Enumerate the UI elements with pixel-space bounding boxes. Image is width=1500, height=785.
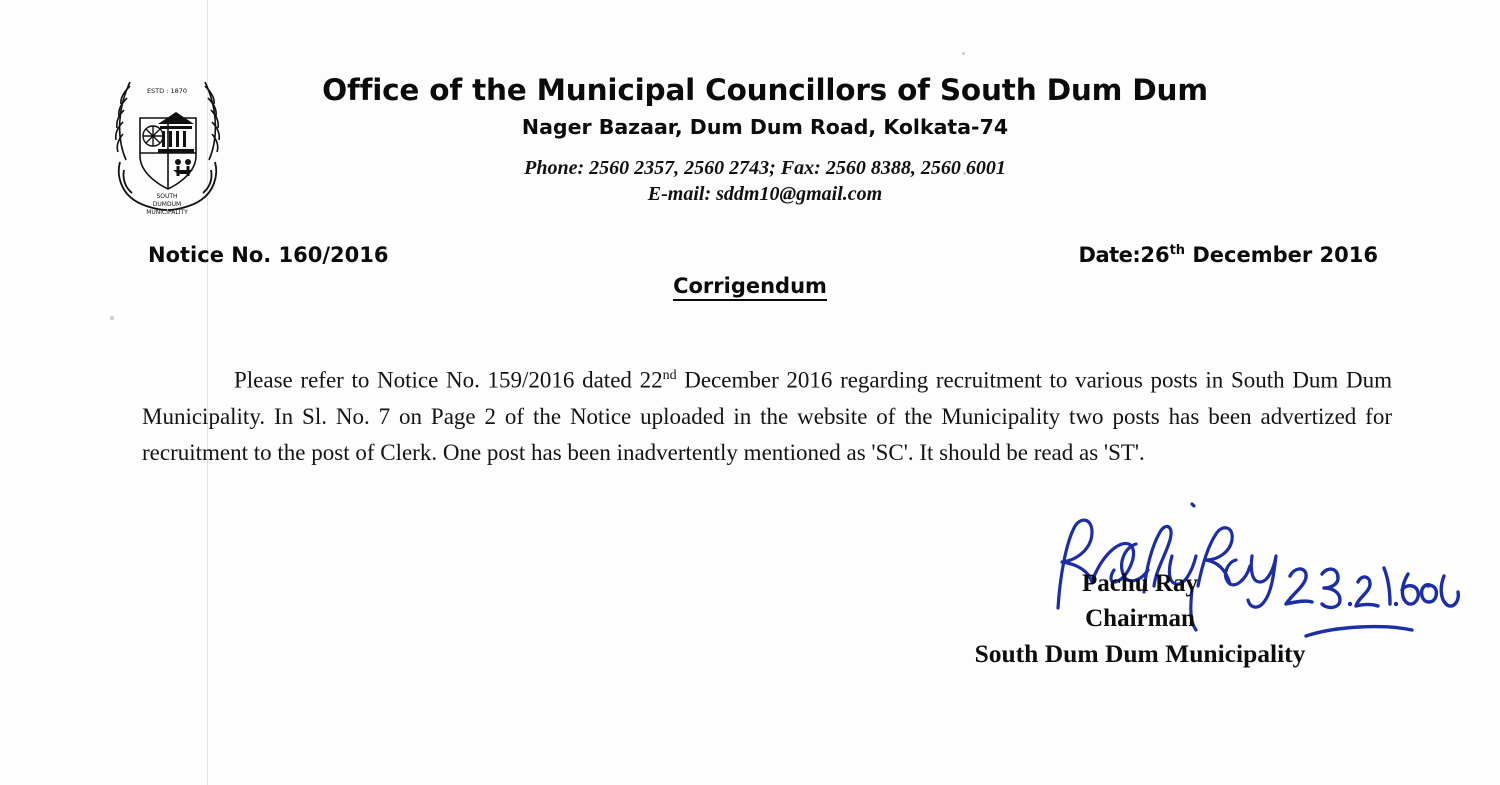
signatory-organisation: South Dum Dum Municipality (974, 639, 1306, 668)
scan-speck (110, 316, 114, 320)
organisation-title: Office of the Municipal Councillors of South Dum Dum (322, 73, 1208, 107)
scan-speck (962, 52, 965, 55)
letterhead-text (300, 74, 1230, 206)
document-subject-text: Corrigendum (673, 274, 827, 301)
svg-text:ESTD : 1870: ESTD : 1870 (146, 87, 188, 95)
body-post: December 2016 regarding recruitment to various posts in South Dum Dum Municipality. In Sl. No. 7 on Page 2 of the Notice uploaded in the website of the Municipality two posts has been advertized for recruitment to the post of Clerk. One post has been inadvertently mentioned as 'SC'. It should be read as 'ST'. (142, 367, 1392, 465)
date-day: 26 (1140, 243, 1170, 267)
organisation-email: E-mail: sddm10@gmail.com (647, 183, 883, 206)
notice-number: Notice No. 160/2016 (148, 243, 389, 267)
body-ordinal-suffix: nd (662, 368, 677, 383)
notice-date (1079, 243, 1378, 267)
municipality-crest-icon (100, 52, 235, 217)
signatory-designation: Chairman (1085, 605, 1195, 632)
date-suffix: th (1169, 243, 1186, 258)
svg-text:MUNICIPALITY: MUNICIPALITY (146, 209, 188, 216)
date-rest: December 2016 (1185, 243, 1378, 267)
svg-text:SOUTH: SOUTH (156, 193, 178, 200)
signatory-name: Pachu Ray (1082, 570, 1198, 597)
date-label: Date: (1078, 243, 1141, 267)
organisation-address: Nager Bazaar, Dum Dum Road, Kolkata-74 (521, 115, 1009, 140)
body-paragraph (142, 358, 1392, 471)
document-body (142, 358, 1392, 471)
organisation-phone: Phone: 2560 2357, 2560 2743; Fax: 2560 8388, 2560 6001 (524, 157, 1006, 180)
svg-text:DUMDUM: DUMDUM (152, 201, 182, 208)
document-subject (0, 274, 1500, 298)
body-pre: Please refer to Notice No. 159/2016 dated 22 (234, 367, 663, 393)
signature-block (840, 566, 1440, 671)
